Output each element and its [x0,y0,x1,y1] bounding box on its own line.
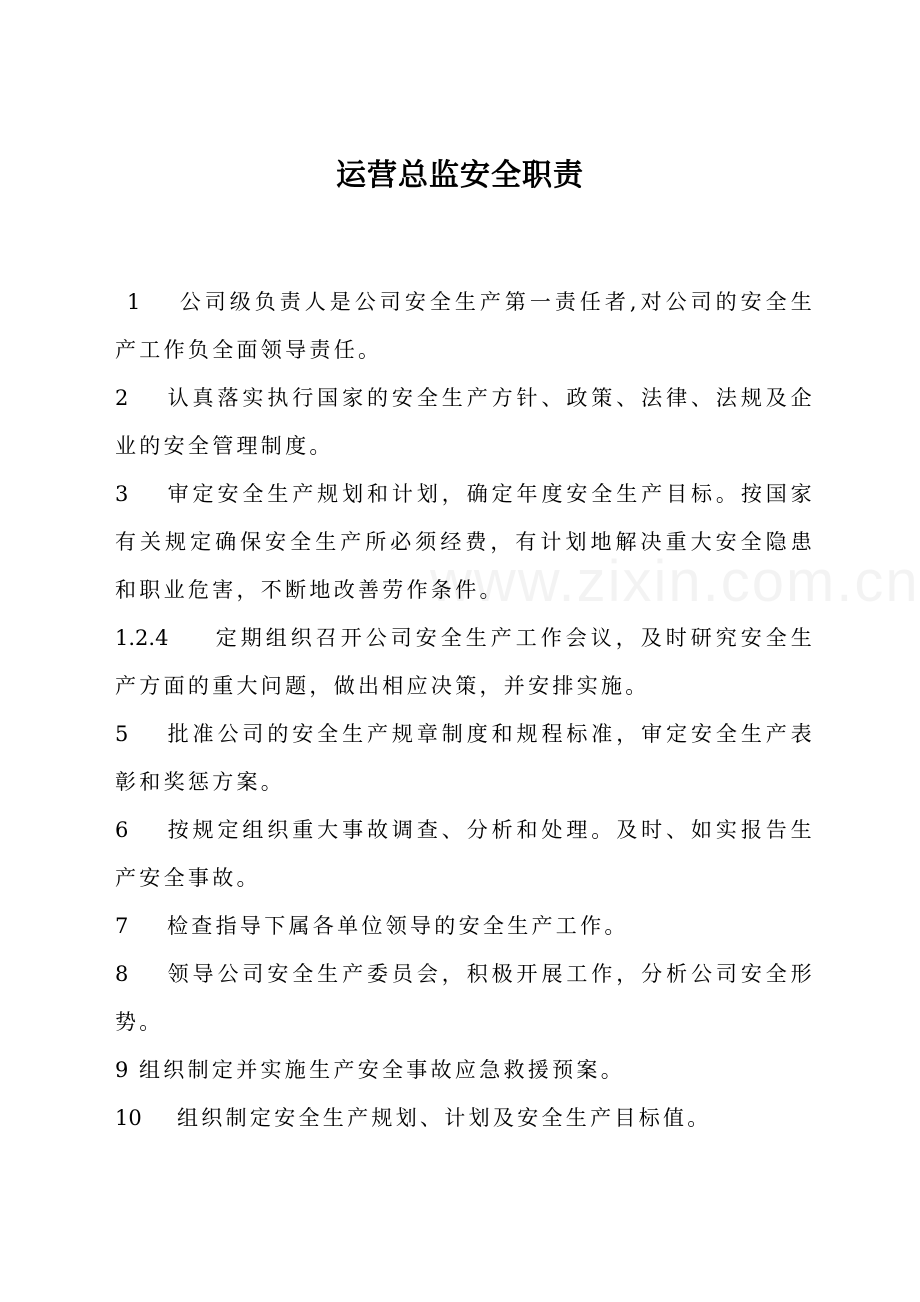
list-item [115,950,815,1046]
list-item [115,806,815,902]
list-item [115,1094,815,1142]
list-item [115,614,815,710]
item-number: 1.2.4 [115,626,169,650]
item-number: 3 [115,482,129,506]
item-number: 7 [115,914,129,938]
item-text: 组织制定并实施生产安全事故应急救援预案。 [139,1058,625,1082]
item-text: 认真落实执行国家的安全生产方针、政策、法律、法规及企业的安全管理制度。 [115,386,815,458]
responsibility-list [115,278,815,1142]
item-text: 领导公司安全生产委员会，积极开展工作，分析公司安全形势。 [115,962,815,1034]
item-text: 按规定组织重大事故调查、分析和处理。及时、如实报告生产安全事故。 [115,818,815,890]
item-text: 批准公司的安全生产规章制度和规程标准，审定安全生产表彰和奖惩方案。 [115,722,815,794]
list-item [115,1046,815,1094]
list-item [115,902,815,950]
item-text: 组织制定安全生产规划、计划及安全生产目标值。 [177,1106,712,1130]
document-title: 运营总监安全职责 [336,158,584,194]
item-number: 8 [115,962,129,986]
item-number: 6 [115,818,129,842]
list-item [115,710,815,806]
item-text: 公司级负责人是公司安全生产第一责任者,对公司的安全生产工作负全面领导责任。 [115,290,815,362]
item-number: 10 [115,1106,142,1130]
item-text: 审定安全生产规划和计划，确定年度安全生产目标。按国家有关规定确保安全生产所必须经费，有计划地解决重大安全隐患和职业危害，不断地改善劳作条件。 [115,482,815,602]
item-number: 5 [115,722,129,746]
item-number: 2 [115,386,129,410]
item-number: 1 [127,290,141,314]
item-number: 9 [115,1058,129,1082]
list-item [115,470,815,614]
item-text: 定期组织召开公司安全生产工作会议，及时研究安全生产方面的重大问题，做出相应决策，并安排实施。 [115,626,815,698]
item-text: 检查指导下属各单位领导的安全生产工作。 [167,914,629,938]
list-item [115,374,815,470]
list-item [115,278,815,374]
